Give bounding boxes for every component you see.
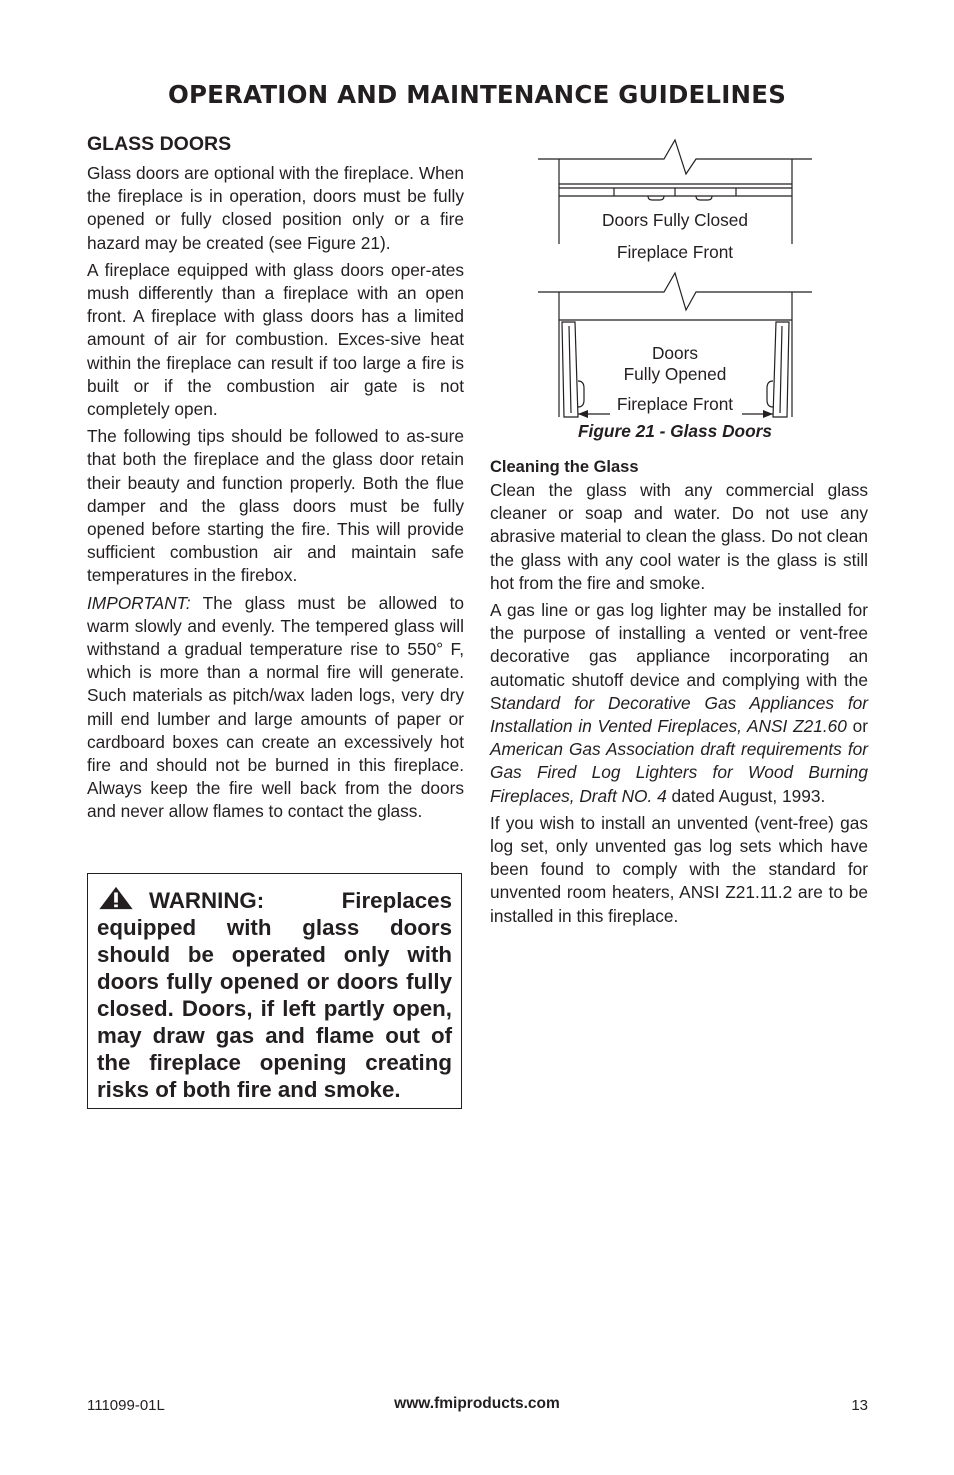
paragraph: A fireplace equipped with glass doors oper-ates mush differently than a fireplace with an open front. A fireplace with glass doors has a limited amount of air for combustion. Exces-sive heat within the fireplace can result if too large a fire is built or if the combustion air gate is not completely open. xyxy=(87,259,464,420)
left-column xyxy=(87,133,464,828)
paragraph: The following tips should be followed to as-sure that both the fireplace and the glass door retain their beauty and function properly. Both the flue damper and the glass doors must be fully opened before starting the fire. This will provide sufficient combustion air and maintain safe temperatures in the firebox. xyxy=(87,426,464,586)
paragraph-gas-lighter: A gas line or gas log lighter may be installed for the purpose of installing a vented or vent-free decorative gas appliance incorporating an automatic shutoff device and complying with the Standard for Decorative Gas Appliances for Installation in Vented Fireplaces, ANSI Z21.60 or American Gas Association draft requirements for Gas Fired Log Lighters for Wood Burning Fireplaces, Draft NO. 4 dated August, 1993. xyxy=(490,600,868,806)
document-number: 111099-01L xyxy=(87,1397,165,1414)
label-fireplace-front-opened: Fireplace Front xyxy=(616,394,734,414)
paragraph: If you wish to install an unvented (vent-free) gas log set, only unvented gas log sets which have been found to comply with the standard for unvented room heaters, ANSI Z21.11.2 are to be installed in this fireplace. xyxy=(490,812,868,926)
label-doors: Doors xyxy=(651,343,699,363)
figure-glass-doors xyxy=(538,136,812,426)
page-number: 13 xyxy=(851,1397,868,1414)
website-link[interactable]: www.fmiproducts.com xyxy=(394,1395,560,1412)
paragraph: Clean the glass with any commercial glass cleaner or soap and water. Do not use any abrasive material to clean the glass. Do not clean the glass with any cool water is the glass is still hot from the fire and smoke. xyxy=(490,480,868,593)
label-doors-fully-closed: Doors Fully Closed xyxy=(602,210,748,230)
label-fireplace-front-closed: Fireplace Front xyxy=(616,242,734,262)
important-label: IMPORTANT: xyxy=(87,592,191,613)
warning-text: WARNING: Fireplaces equipped with glass doors should be operated only with doors fully opened or doors fully closed. Doors, if left partly open, may draw gas and flame out of the fireplace opening creating risks of both fire and smoke. xyxy=(97,888,452,1102)
sub-heading-cleaning-glass: Cleaning the Glass xyxy=(490,458,639,476)
page-title: OPERATION AND MAINTENANCE GUIDELINES xyxy=(167,80,787,109)
figure-caption: Figure 21 - Glass Doors xyxy=(578,421,772,441)
label-fully-opened: Fully Opened xyxy=(623,364,727,384)
paragraph: Glass doors are optional with the fireplace. When the fireplace is in operation, doors must be fully opened or fully closed position only or a fire hazard may be created (see Figure 21). xyxy=(87,163,464,253)
warning-triangle-icon xyxy=(97,886,135,910)
warning-box xyxy=(87,873,462,1109)
section-heading-glass-doors: GLASS DOORS xyxy=(87,133,232,155)
important-text: The glass must be allowed to warm slowly and evenly. The tempered glass will withstand a gradual temperature rise to 550° F, which is more than a normal fire will generate. Such materials as pitch/wax laden logs, very dry mill end lumber and large amounts of paper or cardboard boxes can create an excessively hot fire and should not be burned in this fireplace. Always keep the fire well back from the doors and never allow flames to contact the glass. xyxy=(87,592,464,822)
right-column xyxy=(490,456,868,932)
paragraph-important xyxy=(87,592,464,824)
